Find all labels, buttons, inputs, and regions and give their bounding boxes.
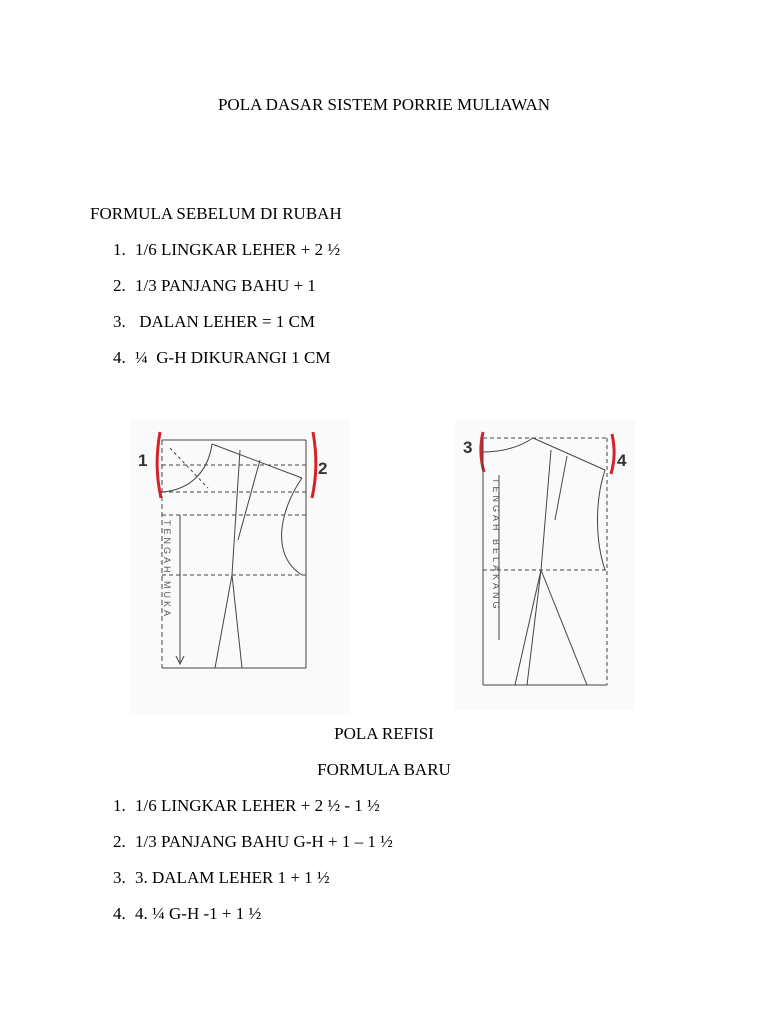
list-item-number: 3. <box>113 312 126 331</box>
marker-number-2: 2 <box>318 459 328 478</box>
list-item-text: 4. ¼ G-H -1 + 1 ½ <box>135 904 262 923</box>
page-title: POLA DASAR SISTEM PORRIE MULIAWAN <box>217 95 551 114</box>
list-item-text: 3. DALAM LEHER 1 + 1 ½ <box>135 868 330 887</box>
marker-number-1: 1 <box>138 451 148 470</box>
old-formula-heading: FORMULA SEBELUM DI RUBAH <box>90 204 342 223</box>
list-item-text: ¼ G-H DIKURANGI 1 CM <box>135 348 331 367</box>
revision-subheading: FORMULA BARU <box>317 760 451 779</box>
list-item-number: 1. <box>113 796 126 815</box>
marker-number-4: 4 <box>617 451 627 470</box>
list-item-text: 1/6 LINGKAR LEHER + 2 ½ - 1 ½ <box>135 796 380 815</box>
list-item-number: 4. <box>113 904 126 923</box>
list-item-number: 2. <box>113 832 126 851</box>
revision-heading: POLA REFISI <box>334 724 434 743</box>
list-item-text: 1/3 PANJANG BAHU + 1 <box>135 276 316 295</box>
list-item-text: 1/6 LINGKAR LEHER + 2 ½ <box>135 240 341 259</box>
center-front-label: TENGAH MUKA <box>162 520 172 620</box>
list-item-number: 3. <box>113 868 126 887</box>
list-item-number: 2. <box>113 276 126 295</box>
list-item-text: DALAN LEHER = 1 CM <box>135 312 316 331</box>
front-bodice-pattern-figure <box>130 420 350 715</box>
list-item-number: 4. <box>113 348 126 367</box>
back-bodice-pattern-figure <box>455 420 635 710</box>
list-item-text: 1/3 PANJANG BAHU G-H + 1 – 1 ½ <box>135 832 393 851</box>
center-back-label: TENGAH BELAKANG <box>491 478 501 612</box>
list-item-number: 1. <box>113 240 126 259</box>
marker-number-3: 3 <box>463 438 473 457</box>
